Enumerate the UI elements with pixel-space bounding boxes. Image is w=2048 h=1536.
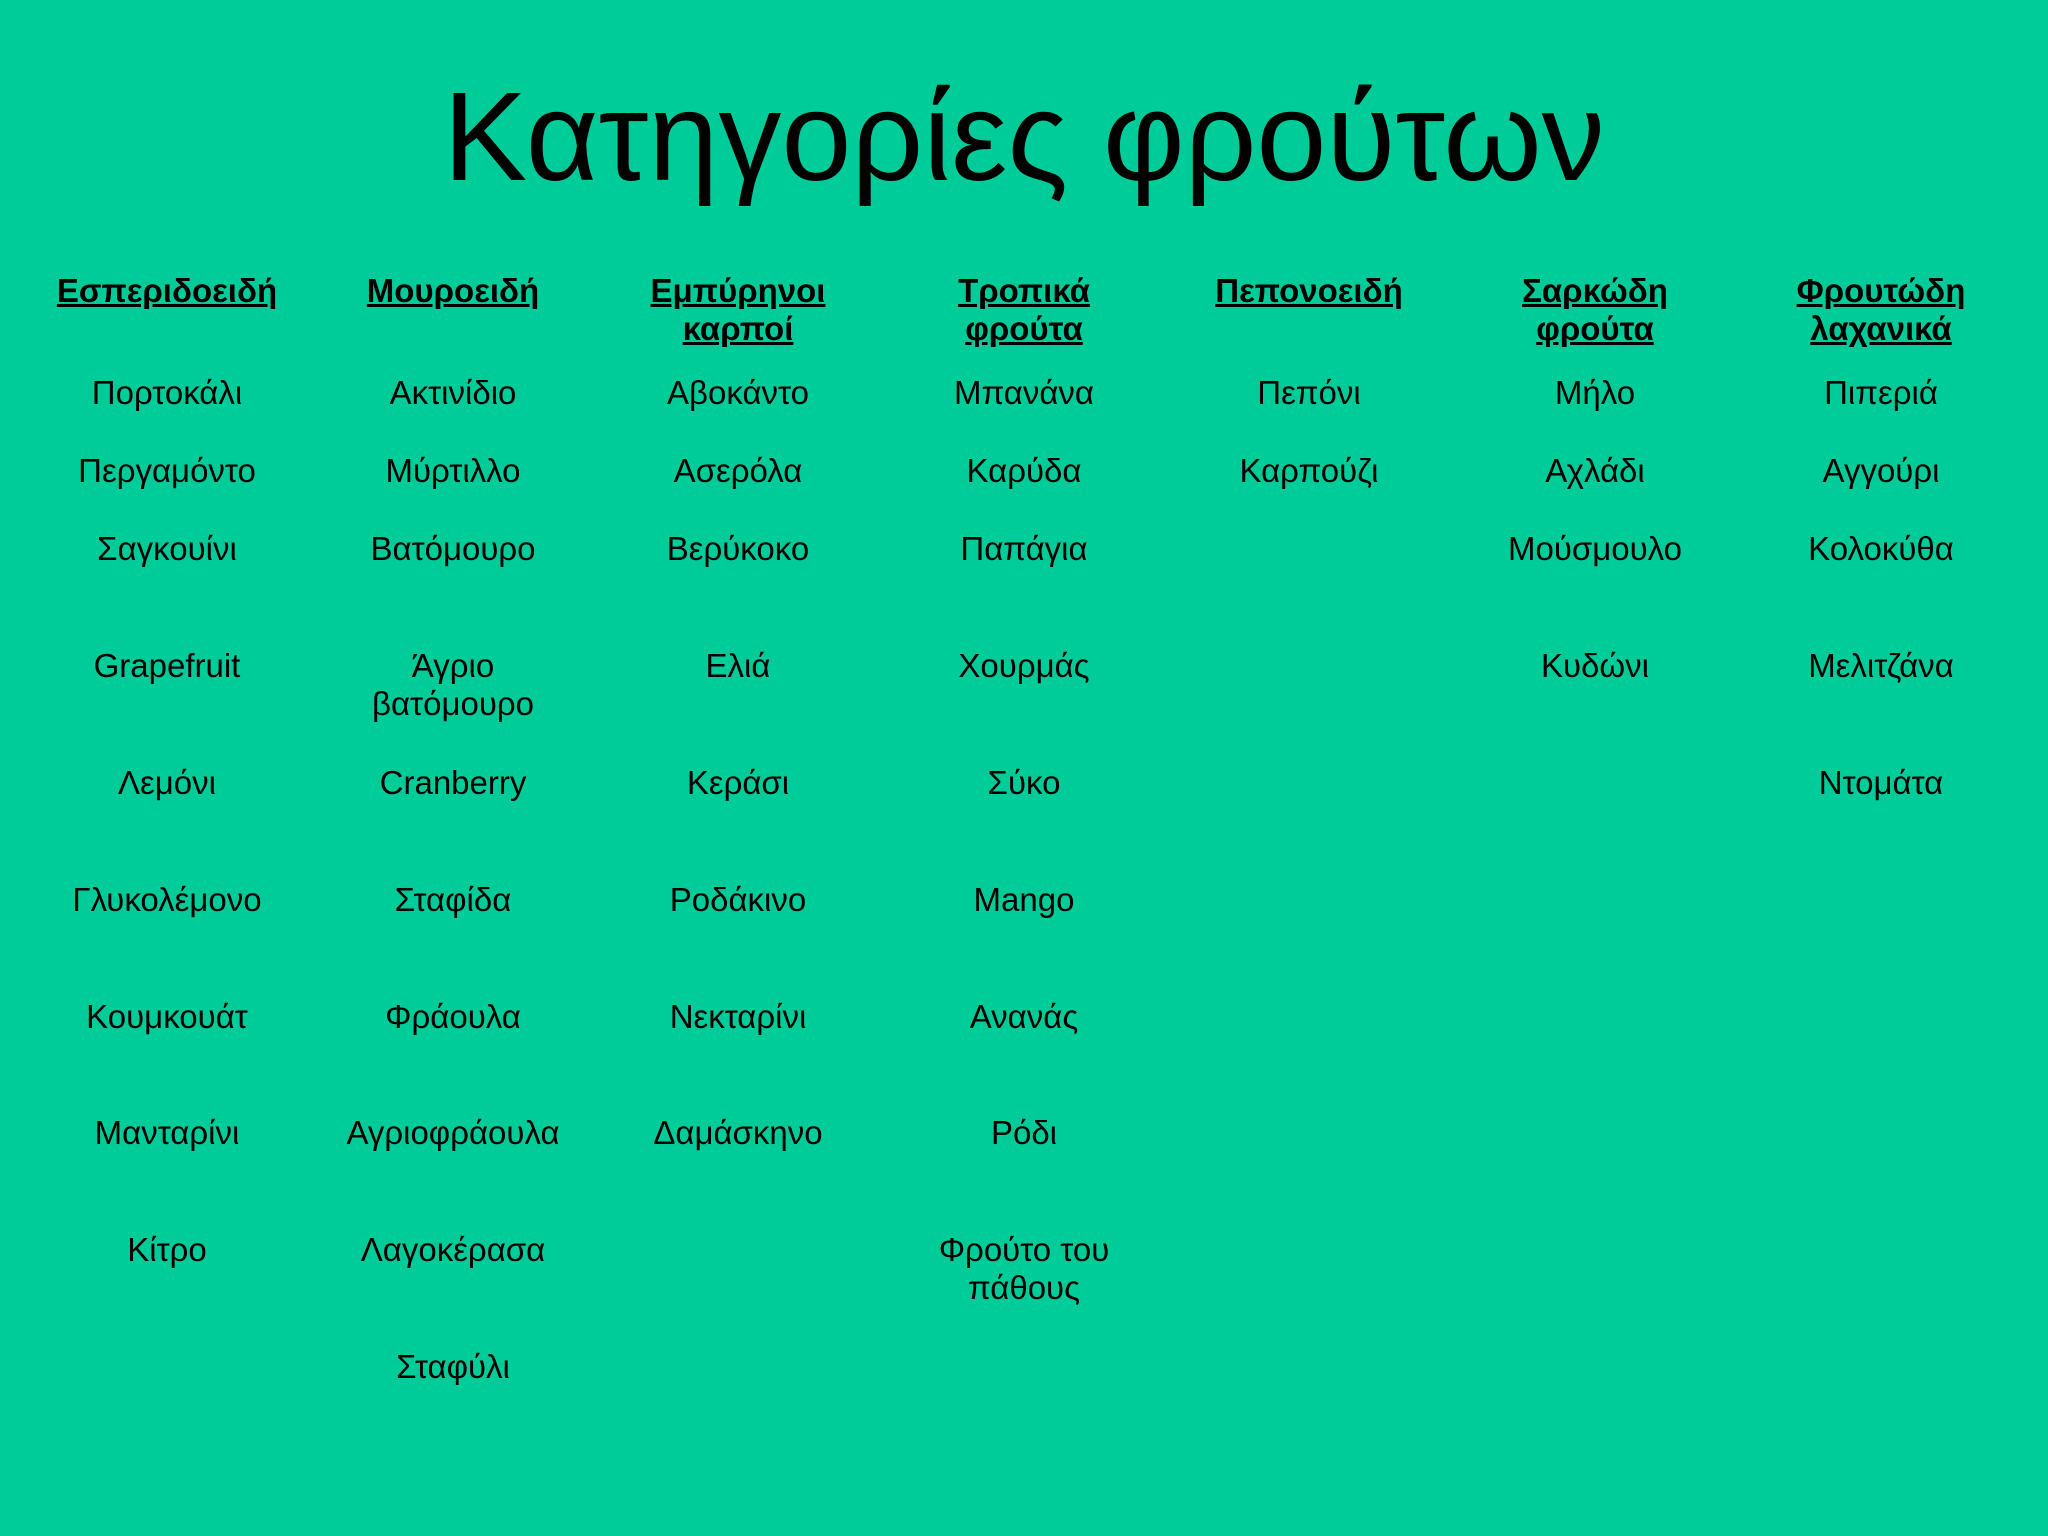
fruit-item: Σαγκουίνι	[97, 530, 237, 567]
page-title: Κατηγορίες φρούτων	[443, 66, 1605, 207]
fruit-item: Ελιά	[705, 647, 771, 684]
fruit-item: Φράουλα	[385, 998, 521, 1035]
fruit-item: Μανταρίνι	[94, 1114, 240, 1151]
fruit-item: Λαγοκέρασα	[360, 1231, 546, 1268]
fruit-item: Αγριοφράουλα	[346, 1114, 560, 1151]
fruit-item: Μούσμουλο	[1507, 530, 1683, 567]
fruit-item: Πεπόνι	[1257, 374, 1361, 411]
fruit-item: Βερύκοκο	[666, 530, 810, 567]
fruit-item: Κυδώνι	[1540, 647, 1650, 684]
fruit-item: Αχλάδι	[1545, 452, 1645, 489]
column-header: Φρουτώδη λαχανικά	[1796, 272, 1966, 347]
fruit-item: Μύρτιλλο	[385, 452, 521, 489]
fruit-item: Ασερόλα	[673, 452, 803, 489]
fruit-item: Λεμόνι	[118, 764, 216, 801]
fruit-item: Βατόμουρο	[370, 530, 536, 567]
fruit-item: Μήλο	[1554, 374, 1636, 411]
column-header: Σαρκώδη φρούτα	[1522, 272, 1668, 347]
fruit-item: Cranberry	[379, 764, 527, 801]
fruit-item: Ντομάτα	[1818, 764, 1944, 801]
fruit-item: Αγγούρι	[1822, 452, 1940, 489]
column-header: Πεπονοειδή	[1215, 272, 1403, 309]
fruit-item: Μπανάνα	[953, 374, 1095, 411]
fruit-item: Κολοκύθα	[1808, 530, 1954, 567]
fruit-item: Πιπεριά	[1824, 374, 1938, 411]
fruit-item: Grapefruit	[93, 647, 241, 684]
fruit-item: Φρούτο του πάθους	[938, 1231, 1110, 1306]
fruit-item: Αβοκάντο	[667, 374, 809, 411]
fruit-item: Σύκο	[987, 764, 1061, 801]
fruit-item: Ακτινίδιο	[389, 374, 517, 411]
fruit-item: Δαμάσκηνο	[653, 1114, 823, 1151]
fruit-item: Νεκταρίνι	[669, 998, 807, 1035]
fruit-item: Ροδάκινο	[669, 881, 807, 918]
fruit-item: Ρόδι	[990, 1114, 1058, 1151]
fruit-item: Ανανάς	[969, 998, 1079, 1035]
fruit-item: Παπάγια	[960, 530, 1088, 567]
column-header: Εσπεριδοειδή	[56, 272, 278, 309]
fruit-item: Χουρμάς	[958, 647, 1090, 684]
fruit-item: Γλυκολέμονο	[72, 881, 262, 918]
fruit-item: Καρπούζι	[1239, 452, 1379, 489]
fruit-item: Mango	[973, 881, 1075, 918]
fruit-item: Μελιτζάνα	[1808, 647, 1954, 684]
fruit-item: Σταφίδα	[394, 881, 512, 918]
fruit-item: Σταφύλι	[396, 1348, 510, 1385]
fruit-item: Κουμκουάτ	[86, 998, 248, 1035]
fruit-item: Κίτρο	[127, 1231, 207, 1268]
fruit-item: Άγριο βατόμουρο	[372, 647, 534, 722]
fruit-item: Καρύδα	[966, 452, 1082, 489]
column-header: Εμπύρηνοι καρποί	[650, 272, 826, 347]
column-header: Μουροειδή	[366, 272, 540, 309]
fruit-item: Κεράσι	[686, 764, 790, 801]
column-header: Τροπικά φρούτα	[958, 272, 1090, 347]
fruit-item: Περγαμόντο	[78, 452, 256, 489]
fruit-item: Πορτοκάλι	[91, 374, 243, 411]
